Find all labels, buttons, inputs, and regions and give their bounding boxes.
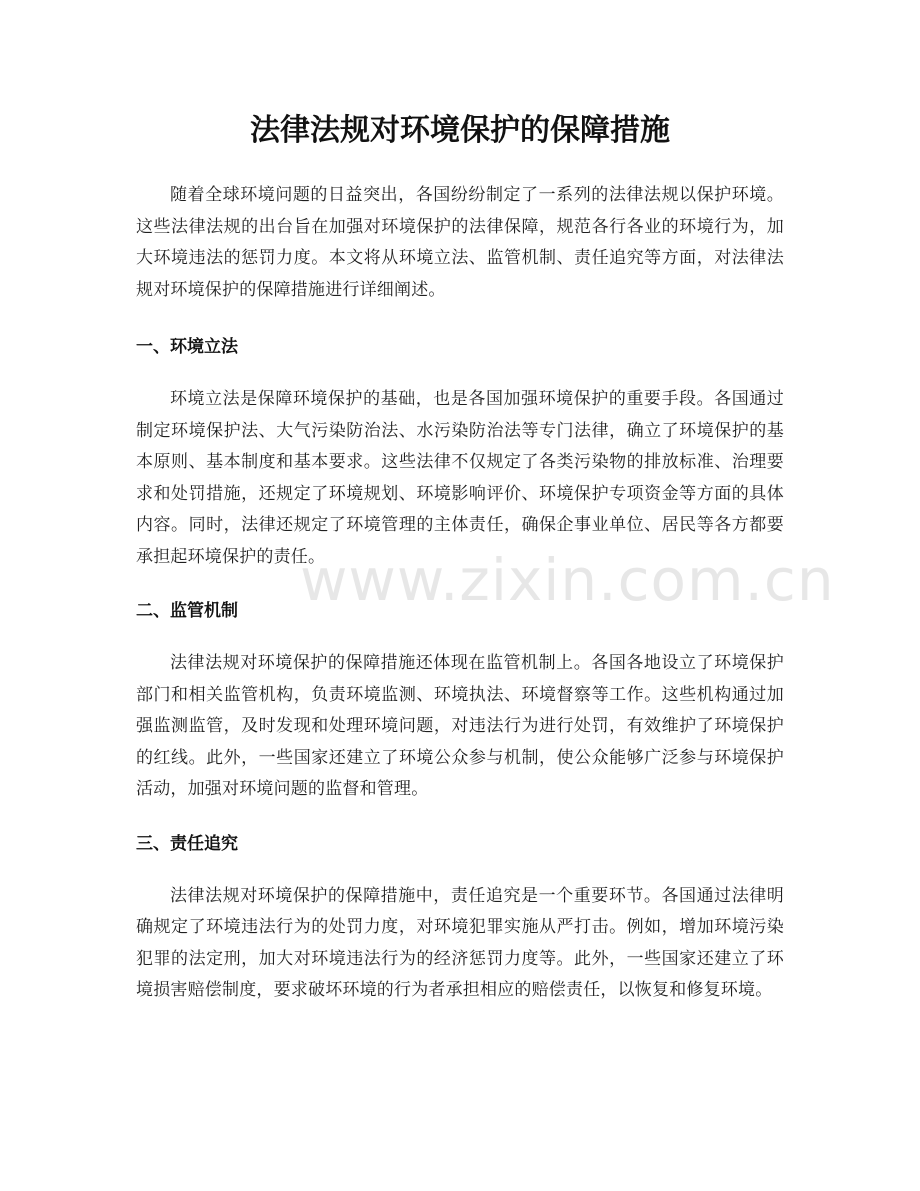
section-heading-legislation: 一、环境立法	[136, 337, 238, 357]
section-body-legislation: 环境立法是保障环境保护的基础，也是各国加强环境保护的重要手段。各国通过制定环境保护法、大气污染防治法、水污染防治法等专门法律，确立了环境保护的基本原则、基本制度和基本要求。这些法律不仅规定了各类污染物的排放标准、治理要求和处罚措施，还规定了环境规划、环境影响评价、环境保护专项资金等方面的具体内容。同时，法律还规定了环境管理的主体责任，确保企事业单位、居民等各方都要承担起环境保护的责任。	[136, 389, 784, 567]
section-body-accountability: 法律法规对环境保护的保障措施中，责任追究是一个重要环节。各国通过法律明确规定了环境违法行为的处罚力度，对环境犯罪实施从严打击。例如，增加环境污染犯罪的法定刑，加大对环境违法行为的经济惩罚力度等。此外，一些国家还建立了环境损害赔偿制度，要求破坏环境的行为者承担相应的赔偿责任，以恢复和修复环境。	[136, 885, 784, 1000]
section-heading-accountability: 三、责任追究	[136, 833, 238, 854]
document-title: 法律法规对环境保护的保障措施	[250, 113, 670, 148]
section-heading-supervision: 二、监管机制	[136, 601, 238, 621]
watermark: www.zixin.com.cn	[300, 546, 835, 614]
document-body	[136, 180, 784, 1007]
intro-paragraph: 随着全球环境问题的日益突出，各国纷纷制定了一系列的法律法规以保护环境。这些法律法规的出台旨在加强对环境保护的法律保障，规范各行各业的环境行为，加大环境违法的惩罚力度。本文将从环境立法、监管机制、责任追究等方面，对法律法规对环境保护的保障措施进行详细阐述。	[136, 185, 784, 300]
section-body-supervision: 法律法规对环境保护的保障措施还体现在监管机制上。各国各地设立了环境保护部门和相关监管机构，负责环境监测、环境执法、环境督察等工作。这些机构通过加强监测监管，及时发现和处理环境问题，对违法行为进行处罚，有效维护了环境保护的红线。此外，一些国家还建立了环境公众参与机制，使公众能够广泛参与环境保护活动，加强对环境问题的监督和管理。	[136, 653, 784, 799]
